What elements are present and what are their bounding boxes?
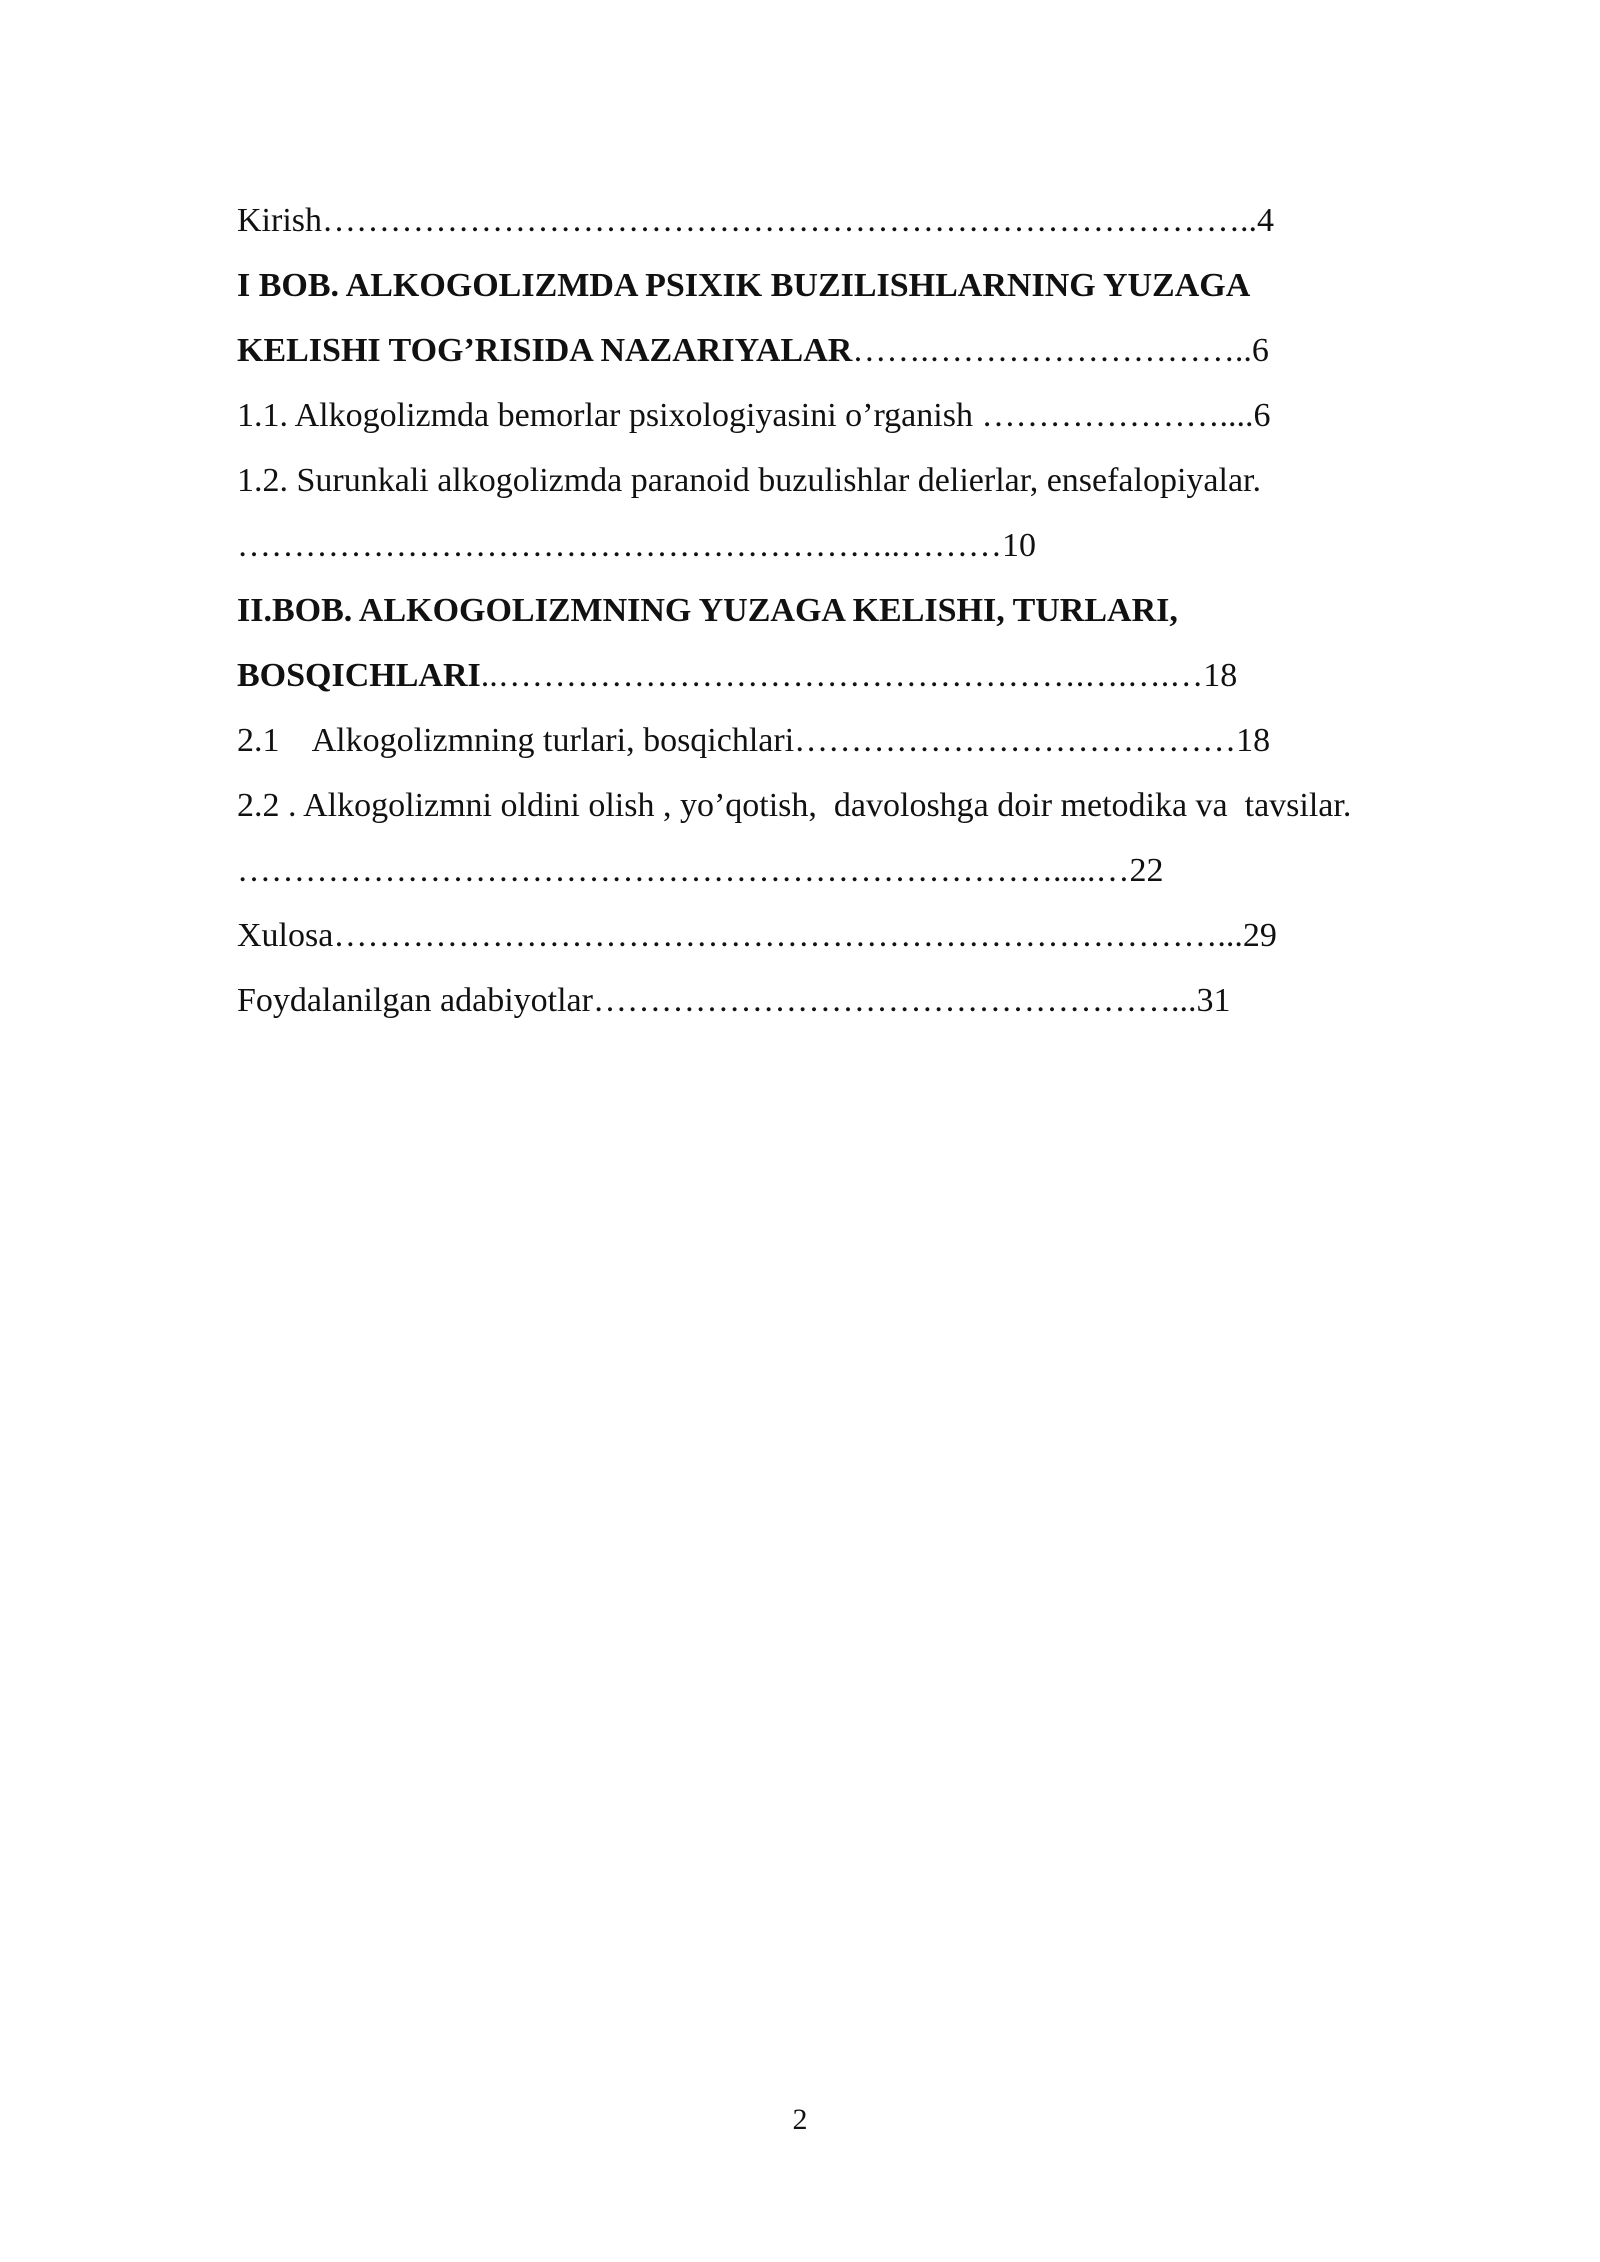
toc-entry-kirish <box>237 188 1497 253</box>
toc-entry-text: ……………………………………………………………….....…22 <box>237 852 1164 889</box>
toc-entry-xulosa <box>237 903 1497 968</box>
toc-entry-text: Foydalanilgan adabiyotlar……………………………………………...31 <box>237 982 1231 1019</box>
toc-entry-section-2-2-cont <box>237 838 1497 903</box>
toc-entry-text: …………………………………………………..………10 <box>237 527 1036 564</box>
toc-entry-text: 1.2. Surunkali alkogolizmda paranoid buzulishlar delierlar, ensefalopiyalar. <box>237 462 1261 499</box>
toc-entry-chapter-2-title <box>237 578 1497 643</box>
toc-entry-text: Xulosa……………………………………………………………………...29 <box>237 917 1277 954</box>
toc-entry-section-2-1 <box>237 708 1497 773</box>
toc-entry-text: 1.1. Alkogolizmda bemorlar psixologiyasini o’rganish …………………....6 <box>237 397 1271 434</box>
toc-entry-chapter-2-title-cont <box>237 643 1497 708</box>
toc-entry-section-2-2 <box>237 773 1497 838</box>
toc-entry-chapter-1-title-cont <box>237 318 1497 383</box>
toc-entry-text: …….………………………..6 <box>852 332 1269 369</box>
toc-entry-references <box>237 968 1497 1033</box>
toc-entry-text: 2.1 Alkogolizmning turlari, bosqichlari…………………………………18 <box>237 722 1271 759</box>
toc-entry-text: 2.2 . Alkogolizmni oldini olish , yo’qotish, davoloshga doir metodika va tavsilar. <box>237 787 1352 824</box>
toc-entry-text: ..…………………………………………….….….…18 <box>480 657 1238 694</box>
page-number: 2 <box>792 2103 808 2136</box>
toc-entry-section-1-1 <box>237 383 1497 448</box>
toc-entry-bold-part: II.BOB. ALKOGOLIZMNING YUZAGA KELISHI, TURLARI, <box>237 592 1178 629</box>
toc-entry-section-1-2-cont <box>237 513 1497 578</box>
table-of-contents <box>237 188 1497 1033</box>
toc-entry-bold-part: BOSQICHLARI <box>237 657 481 694</box>
toc-entry-bold-part: I BOB. ALKOGOLIZMDA PSIXIK BUZILISHLARNING YUZAGA <box>237 267 1251 304</box>
toc-entry-chapter-1-title <box>237 253 1497 318</box>
toc-entry-bold-part: KELISHI TOG’RISIDA NAZARIYALAR <box>237 332 853 369</box>
toc-entry-section-1-2 <box>237 448 1497 513</box>
toc-entry-text: Kirish………………………………………………………………………..4 <box>237 202 1274 239</box>
